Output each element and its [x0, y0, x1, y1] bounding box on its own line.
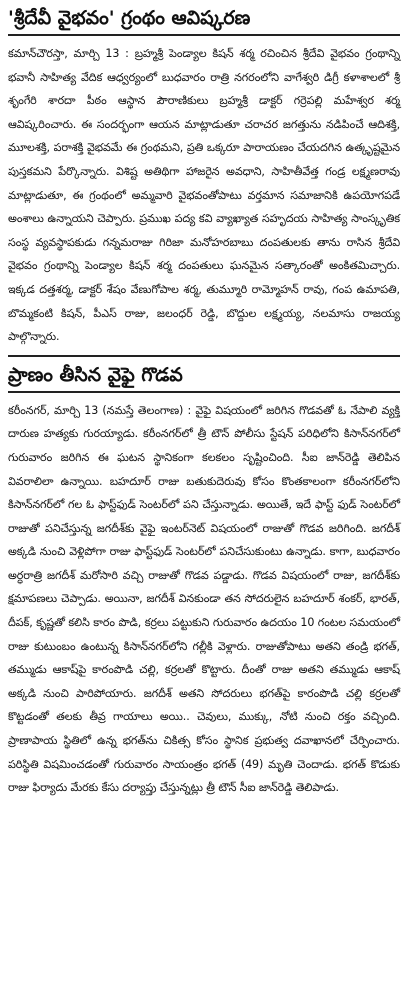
article-headline: ప్రాణం తీసిన వైఫై గొడవ: [8, 363, 400, 393]
article-book-release: [8, 6, 400, 349]
article-body: కరీంనగర్, మార్చి 13 (నమస్తే తెలంగాణ) : వైఫై విషయంలో జరిగిన గొడవతో ఓ నేపాలి వ్యక్తి దారుణ హత్యకు గురయ్యాడు. కరీంనగర్‌లో త్రీ టౌన్ పోలీసు స్టేషన్ పరిధిలోని కిసాన్‌నగర్‌లో గురువారం జరిగిన ఈ ఘటన స్థానికంగా కలకలం సృష్టించింది. సీఐ జాన్‌రెడ్డి తెలిపిన వివరాలిలా ఉన్నాయి. బహదూర్ రాజు బతుకుదెరువు కోసం కొంతకాలంగా కరీంనగర్‌లోని కిసాన్‌నగర్‌లో గల ఓ ఫాస్ట్‌ఫుడ్ సెంటర్‌లో పని చేస్తున్నాడు. అయితే, ఇదే ఫాస్ట్ ఫుడ్ సెంటర్‌లో రాజుతో పనిచేస్తున్న జగదీశ్‌కు వైఫై ఇంటర్‌నెట్ విషయంలో రాజుతో గొడవ జరిగింది. జగదీశ్ అక్కడి నుంచి వెళ్లిపోగా రాజు ఫాస్ట్‌ఫుడ్ సెంటర్‌లో పనిచేసుకుంటు ఉన్నాడు. కాగా, బుధవారం అర్ధరాత్రి జగదీశ్ మరోసారి వచ్చి రాజుతో గొడవ పడ్డాడు. గొడవ విషయంలో రాజు, జగదీశ్‌కు క్షమాపణలు చెప్పాడు. అయినా, జగదీశ్ వినకుండా తన సోదరులైన బహదూర్ శంకర్, భారత్, దీపక్, కృష్ణతో కలిసి కారం పొడి, కర్రలు పట్టుకుని గురువారం ఉదయం 10 గంటల సమయంలో రాజు కుటుంబం ఉంటున్న కిసాన్‌నగర్‌లోని గల్లీకి వెళ్లారు. రాజుతోపాటు అతని తండ్రి భగత్, తమ్ముడు ఆకాష్‌పై కారంపొడి చల్లి, కర్రలతో కొట్టారు. దీంతో రాజు అతని తమ్ముడు ఆకాష్ అక్కడి నుంచి పారిపోయారు. జగదీశ్ అతని సోదరులు భగత్‌పై కారంపొడి చల్లి కర్రలతో కొట్టడంతో తలకు తీవ్ర గాయాలు అయి.. చెవులు, ముక్కు, నోటి నుంచి రక్తం వచ్చింది. ప్రాణాపాయ స్థితిలో ఉన్న భగత్‌ను చికిత్స కోసం స్థానిక ప్రభుత్వ దవాఖానలో చేర్పించారు. పరిస్థితి విషమించడంతో గురువారం సాయంత్రం భగత్ (49) మృతి చెందాడు. భగత్ కొడుకు రాజు ఫిర్యాదు మేరకు కేసు దర్యాప్తు చేస్తున్నట్లు త్రీ టౌన్ సీఐ జాన్‌రెడ్డి తెలిపాడు.: [8, 403, 400, 795]
article-divider: [8, 355, 400, 357]
article-wifi-dispute: [8, 363, 400, 800]
article-headline: 'శ్రీదేవీ వైభవం' గ్రంథం ఆవిష్కరణ: [8, 6, 400, 36]
article-body: కమాన్‌చౌరస్తా, మార్చి 13 : బ్రహ్మశ్రీ పెండ్యాల కిషన్ శర్మ రచించిన శ్రీదేవి వైభవం గ్రంథాన్ని భవానీ సాహిత్య వేదిక ఆధ్వర్యంలో బుధవారం రాత్రి నగరంలోని వాగేశ్వరి డిగ్రీ కళాశాలలో శ్రీ శృంగేరి శారదా పీఠం ఆస్థాన పౌరాణికులు బ్రహ్మశ్రీ డాక్టర్ గర్రెపల్లి మహేశ్వర శర్మ ఆవిష్కరించారు. ఈ సందర్భంగా ఆయన మాట్లాడుతూ చరాచర జగత్తును నడిపించే ఆదిశక్తి, మూలశక్తి, పరాశక్తి వైభవమే ఈ గ్రంథమని, ప్రతి ఒక్కరూ పారాయణం చేయదగిన ఉత్కృష్టమైన పుస్తకమని పేర్కొన్నారు. విశిష్ట అతిథిగా హాజరైన అవధాని, సాహితీవేత్త గండ్ర లక్ష్మణరావు మాట్లాడుతూ, ఈ గ్రంథంలో అమ్మవారి వైభవంతోపాటు వర్తమాన సమాజానికి ఉపయోగపడే అంశాలు ఉన్నాయని చెప్పారు. ప్రముఖ పద్య కవి వ్యాఖ్యాత సహృదయ సాహిత్య సాంస్కృతిక సంస్థ వ్యవస్థాపకుడు గన్నమరాజు గిరిజా మనోహరబాబు దంపతులకు తాను రాసిన శ్రీదేవి వైభవం గ్రంథాన్ని పెండ్యాల కిషన్ శర్మ దంపతులు ఘనమైన సత్కారంతో అంకితమిచ్చారు. ఇక్కడ దత్తశర్మ, డాక్టర్ శేషం వేణుగోపాల శర్మ, తుమ్మూరి రామ్మోహన్ రావు, గంప ఉమాపతి, బొమ్మకంటి కిషన్, పీఎస్ రాజు, జలంధర్ రెడ్డి, బొద్దుల లక్ష్మయ్య, నలమాసు రాజయ్య పాల్గొన్నారు.: [8, 47, 400, 344]
